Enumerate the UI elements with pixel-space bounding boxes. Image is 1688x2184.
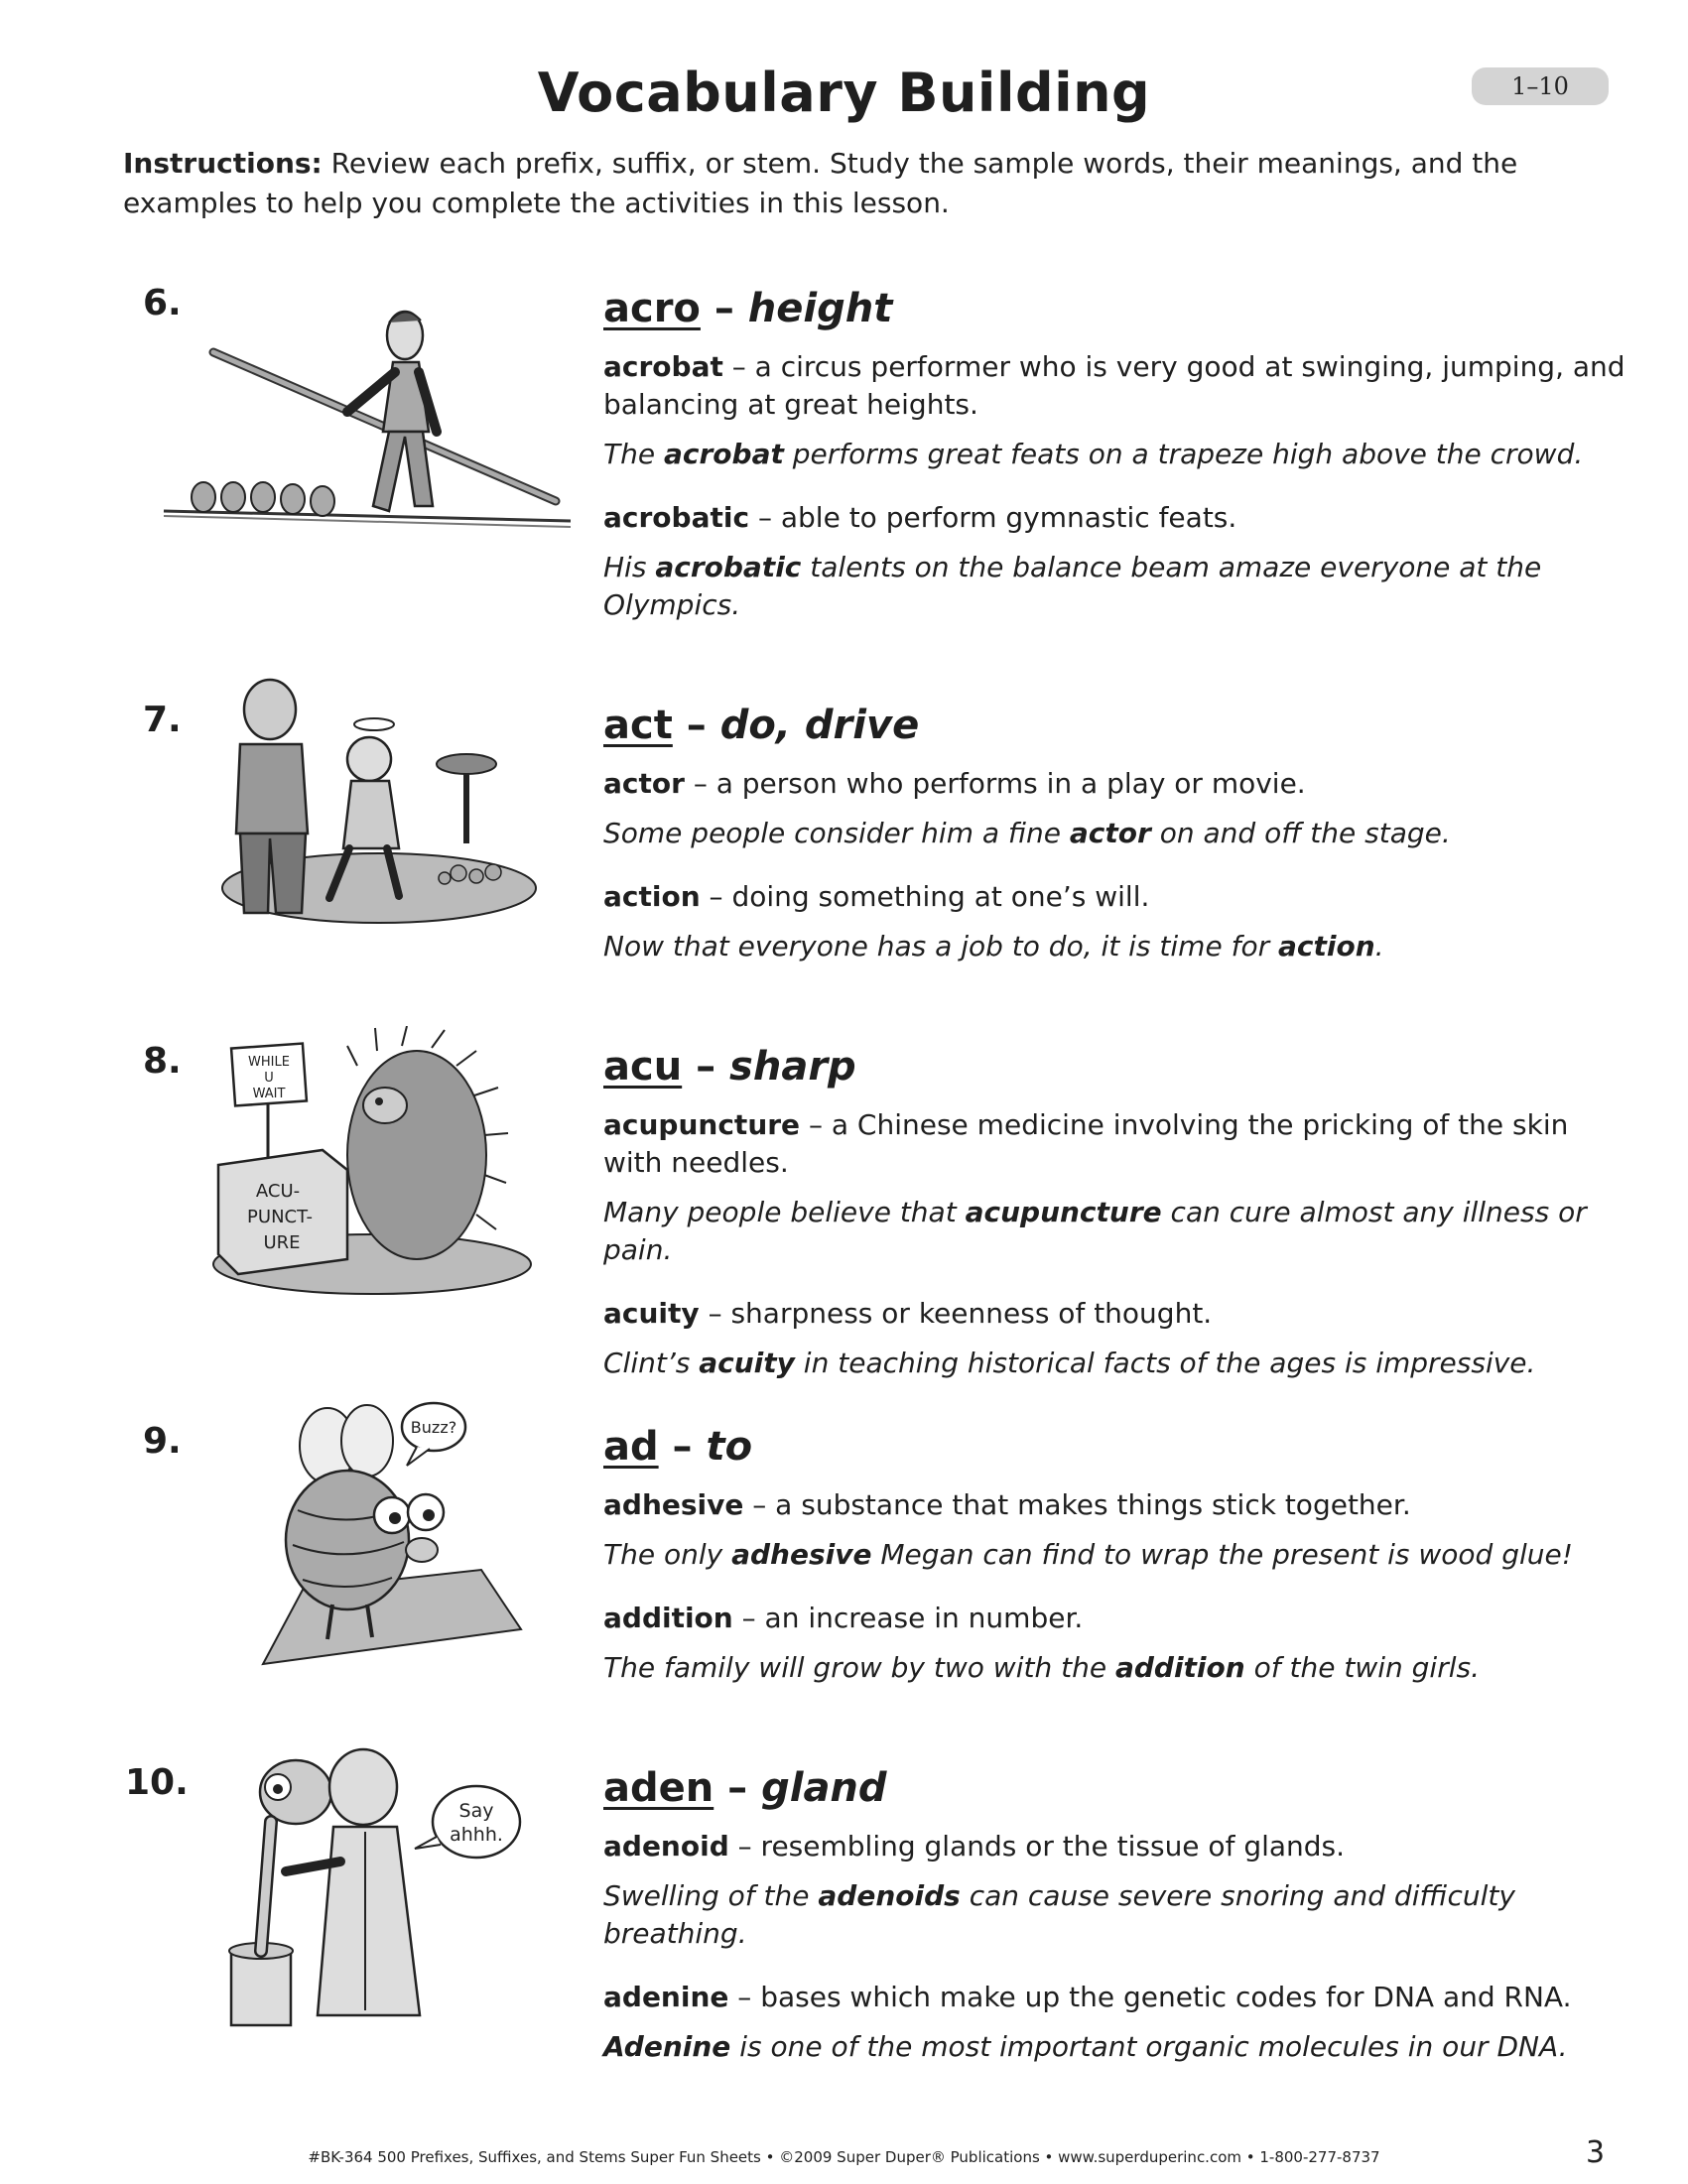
example-word: adhesive bbox=[731, 1538, 872, 1571]
sign-line-3: WAIT bbox=[252, 1087, 286, 1101]
example-word: actor bbox=[1069, 817, 1151, 849]
box-line-3: URE bbox=[263, 1232, 301, 1253]
while-u-wait-sign bbox=[231, 1044, 307, 1165]
bee-on-paper-illustration bbox=[243, 1391, 541, 1679]
word: acrobat bbox=[603, 350, 723, 383]
sign-line-1: WHILE bbox=[248, 1055, 290, 1070]
example-word: acrobatic bbox=[655, 551, 802, 583]
example-post: talents on the balance beam amaze everyone at the Olympics. bbox=[603, 551, 1542, 621]
example-post: of the twin girls. bbox=[1244, 1651, 1480, 1684]
entry-text bbox=[603, 283, 1625, 650]
example-pre: Many people believe that bbox=[603, 1196, 966, 1228]
example-word: acuity bbox=[699, 1347, 795, 1379]
buzz-speech-bubble bbox=[402, 1403, 465, 1466]
word-definition bbox=[603, 499, 1625, 537]
example-sentence bbox=[603, 1536, 1625, 1574]
word: action bbox=[603, 880, 701, 913]
entry-text bbox=[603, 1041, 1625, 1408]
example-pre: The bbox=[603, 438, 664, 470]
entry-number: 8. bbox=[143, 1041, 182, 1082]
bubble-line-1: Say bbox=[458, 1800, 494, 1822]
entry-number: 10. bbox=[125, 1762, 189, 1803]
example-sentence bbox=[603, 1877, 1625, 1953]
example-pre: Swelling of the bbox=[603, 1879, 819, 1912]
heading-dash: – bbox=[700, 286, 748, 331]
page-title: Vocabulary Building bbox=[537, 62, 1151, 124]
instructions bbox=[123, 144, 1612, 223]
example-pre: Some people consider him a fine bbox=[603, 817, 1070, 849]
example-word: action bbox=[1277, 930, 1375, 963]
bubble-text: Buzz? bbox=[410, 1418, 457, 1437]
example-pre: Now that everyone has a job to do, it is time for bbox=[603, 930, 1278, 963]
range-badge: 1–10 bbox=[1472, 67, 1609, 105]
entry-text bbox=[603, 1762, 1625, 2092]
entry-number: 7. bbox=[143, 700, 182, 740]
stem-meaning: height bbox=[747, 286, 893, 331]
example-sentence bbox=[603, 1649, 1625, 1687]
actor-child-illustration bbox=[210, 670, 538, 928]
footer-credits: #BK-364 500 Prefixes, Suffixes, and Stems Super Fun Sheets • ©2009 Super Duper® Publications • www.superduperinc.com • 1-800-277-8737 bbox=[308, 2148, 1380, 2166]
word: adenoid bbox=[603, 1830, 729, 1863]
example-post: . bbox=[1374, 930, 1384, 963]
word: actor bbox=[603, 767, 685, 800]
definition-text: – able to perform gymnastic feats. bbox=[749, 501, 1237, 534]
instructions-label: Instructions: bbox=[123, 147, 323, 180]
bubble-line-2: ahhh. bbox=[450, 1824, 503, 1846]
stem-meaning: do, drive bbox=[719, 703, 920, 748]
example-sentence bbox=[603, 815, 1625, 852]
example-word: Adenine bbox=[603, 2030, 731, 2063]
example-word: acupuncture bbox=[965, 1196, 1162, 1228]
heading-dash: – bbox=[714, 1765, 762, 1811]
definition-text: – an increase in number. bbox=[732, 1602, 1084, 1634]
stem-meaning: gland bbox=[761, 1765, 887, 1811]
word-definition bbox=[603, 765, 1625, 803]
example-sentence bbox=[603, 1345, 1625, 1382]
word: acrobatic bbox=[603, 501, 750, 534]
stem: acu bbox=[603, 1044, 683, 1090]
word: addition bbox=[603, 1602, 733, 1634]
example-sentence bbox=[603, 2028, 1625, 2066]
definition-text: – a circus performer who is very good at swinging, jumping, and balancing at great heights. bbox=[603, 350, 1625, 421]
say-ahhh-speech-bubble bbox=[415, 1786, 520, 1858]
word-definition bbox=[603, 1979, 1625, 2016]
definition-text: – doing something at one’s will. bbox=[700, 880, 1150, 913]
example-pre: The family will grow by two with the bbox=[603, 1651, 1115, 1684]
entry-heading bbox=[603, 1421, 1625, 1473]
stem-meaning: to bbox=[706, 1424, 753, 1470]
word-definition bbox=[603, 1600, 1625, 1637]
definition-text: – a person who performs in a play or movie. bbox=[684, 767, 1306, 800]
definition-text: – a Chinese medicine involving the pricking of the skin with needles. bbox=[603, 1108, 1569, 1179]
box-line-1: ACU- bbox=[255, 1181, 301, 1202]
heading-dash: – bbox=[672, 703, 720, 748]
tightrope-walker-illustration bbox=[159, 303, 576, 546]
example-post: on and off the stage. bbox=[1150, 817, 1451, 849]
entry-text bbox=[603, 700, 1625, 991]
word: acupuncture bbox=[603, 1108, 801, 1141]
example-post: can cause severe snoring and difficulty breathing. bbox=[603, 1879, 1515, 1950]
example-sentence bbox=[603, 436, 1625, 473]
word-definition bbox=[603, 1828, 1625, 1865]
example-word: adenoids bbox=[818, 1879, 961, 1912]
acupuncture-box bbox=[218, 1150, 347, 1274]
page-number: 3 bbox=[1586, 2135, 1606, 2170]
stem: acro bbox=[603, 286, 701, 331]
example-sentence bbox=[603, 549, 1625, 624]
stem: aden bbox=[603, 1765, 714, 1811]
porcupine bbox=[347, 1026, 508, 1259]
porcupine-acupuncture-illustration bbox=[208, 1026, 536, 1304]
stem: ad bbox=[603, 1424, 659, 1470]
word-definition bbox=[603, 348, 1625, 424]
example-pre: His bbox=[603, 551, 656, 583]
example-pre: Clint’s bbox=[603, 1347, 700, 1379]
example-post: can cure almost any illness or pain. bbox=[603, 1196, 1587, 1266]
doctor-patient-illustration bbox=[216, 1747, 544, 2045]
definition-text: – resembling glands or the tissue of glands. bbox=[728, 1830, 1346, 1863]
word-definition bbox=[603, 878, 1625, 916]
heading-dash: – bbox=[682, 1044, 730, 1090]
box-line-2: PUNCT- bbox=[247, 1207, 313, 1227]
example-sentence bbox=[603, 928, 1625, 965]
sign-line-2: U bbox=[264, 1071, 274, 1086]
entry-heading bbox=[603, 700, 1625, 751]
example-word: acrobat bbox=[663, 438, 784, 470]
word: adhesive bbox=[603, 1488, 744, 1521]
example-word: addition bbox=[1114, 1651, 1245, 1684]
entry-number: 6. bbox=[143, 283, 182, 323]
entry-heading bbox=[603, 1762, 1625, 1814]
example-pre: The only bbox=[603, 1538, 732, 1571]
stem-meaning: sharp bbox=[729, 1044, 856, 1090]
word: acuity bbox=[603, 1297, 700, 1330]
word-definition bbox=[603, 1106, 1625, 1182]
example-post: is one of the most important organic molecules in our DNA. bbox=[730, 2030, 1568, 2063]
entry-number: 9. bbox=[143, 1421, 182, 1462]
example-post: performs great feats on a trapeze high above the crowd. bbox=[783, 438, 1584, 470]
definition-text: – sharpness or keenness of thought. bbox=[699, 1297, 1213, 1330]
entry-heading bbox=[603, 1041, 1625, 1092]
example-post: in teaching historical facts of the ages is impressive. bbox=[794, 1347, 1536, 1379]
example-post: Megan can find to wrap the present is wood glue! bbox=[871, 1538, 1573, 1571]
stem: act bbox=[603, 703, 673, 748]
word-definition bbox=[603, 1486, 1625, 1524]
definition-text: – bases which make up the genetic codes for DNA and RNA. bbox=[728, 1981, 1572, 2013]
definition-text: – a substance that makes things stick together. bbox=[743, 1488, 1411, 1521]
entry-heading bbox=[603, 283, 1625, 334]
word-definition bbox=[603, 1295, 1625, 1333]
heading-dash: – bbox=[658, 1424, 707, 1470]
example-sentence bbox=[603, 1194, 1625, 1269]
instructions-text: Review each prefix, suffix, or stem. Study the sample words, their meanings, and the examples to help you complete the activities in this lesson. bbox=[123, 147, 1518, 219]
word: adenine bbox=[603, 1981, 729, 2013]
entry-text bbox=[603, 1421, 1625, 1713]
